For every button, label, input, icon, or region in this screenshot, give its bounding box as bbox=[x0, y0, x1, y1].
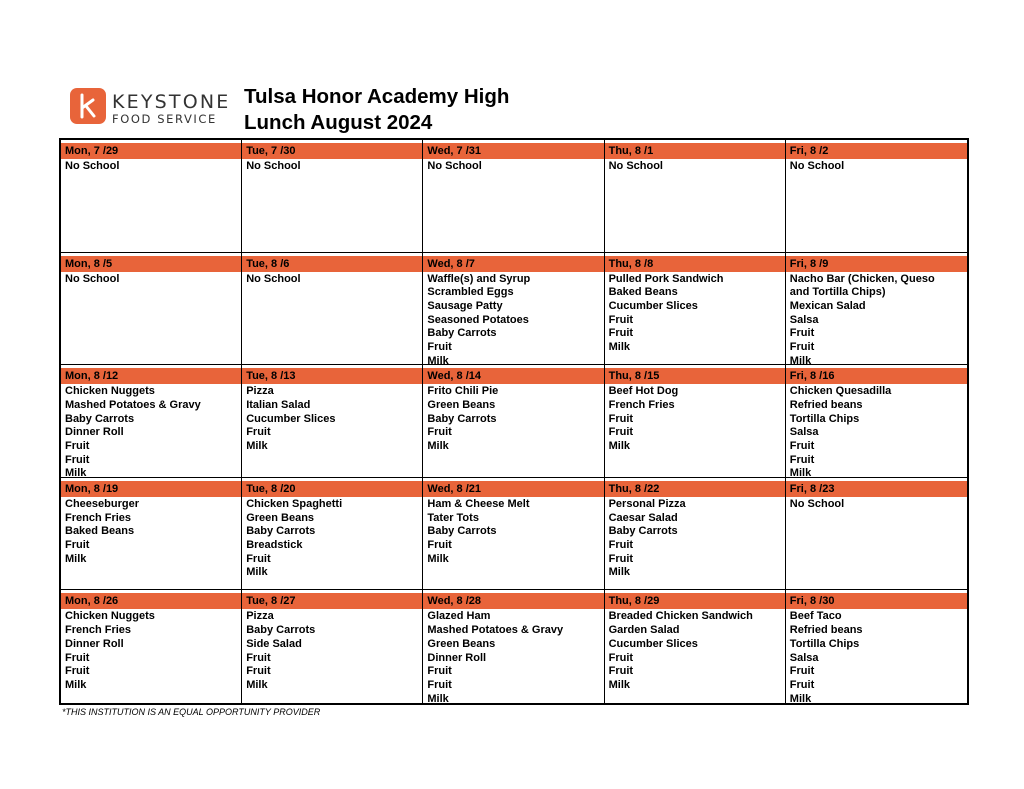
day-cell bbox=[423, 590, 604, 703]
menu-item: Side Salad bbox=[246, 637, 302, 650]
menu-item: No School bbox=[65, 272, 120, 285]
menu-item: No School bbox=[65, 160, 120, 172]
menu-list bbox=[786, 497, 967, 512]
menu-item: Italian Salad bbox=[246, 398, 311, 411]
day-cell bbox=[61, 590, 242, 703]
menu-item: Refried beans bbox=[789, 398, 863, 411]
day-header: Fri, 8 /9 bbox=[786, 256, 967, 272]
menu-item: Fruit bbox=[608, 313, 634, 326]
menu-list bbox=[61, 159, 241, 174]
menu-item: Fruit bbox=[65, 651, 90, 664]
menu-item: Fruit bbox=[789, 665, 815, 678]
menu-item: Green Beans bbox=[427, 398, 496, 411]
menu-item: Fruit bbox=[65, 665, 90, 678]
menu-item: Chicken Spaghetti bbox=[246, 497, 343, 510]
day-cell bbox=[61, 365, 242, 478]
menu-list bbox=[242, 497, 422, 580]
menu-list bbox=[786, 159, 967, 174]
day-cell bbox=[786, 365, 967, 478]
menu-item: Fruit bbox=[246, 426, 271, 439]
menu-item: Personal Pizza bbox=[608, 497, 686, 510]
menu-item: Frito Chili Pie bbox=[427, 385, 499, 398]
menu-list bbox=[605, 384, 785, 454]
menu-item: Dinner Roll bbox=[65, 426, 124, 439]
menu-item: Pizza bbox=[246, 385, 274, 398]
menu-item: Cheeseburger bbox=[65, 497, 139, 510]
day-cell bbox=[423, 478, 604, 591]
day-header: Thu, 8 /22 bbox=[605, 481, 785, 497]
menu-item: Milk bbox=[608, 341, 630, 354]
menu-item: No School bbox=[608, 160, 663, 172]
day-cell bbox=[61, 478, 242, 591]
equal-opportunity-notice: *THIS INSTITUTION IS AN EQUAL OPPORTUNITY PROVIDER bbox=[62, 707, 321, 717]
menu-item: Fruit bbox=[789, 327, 815, 340]
day-header: Thu, 8 /15 bbox=[605, 368, 785, 384]
menu-item: Refried beans bbox=[789, 624, 863, 637]
menu-list bbox=[242, 159, 422, 174]
menu-list bbox=[61, 609, 241, 692]
menu-item: No School bbox=[427, 160, 482, 172]
menu-item: Milk bbox=[427, 440, 449, 452]
menu-list bbox=[605, 609, 785, 692]
day-cell bbox=[242, 365, 423, 478]
day-header: Tue, 8 /27 bbox=[242, 593, 422, 609]
day-cell bbox=[605, 478, 786, 591]
menu-list bbox=[786, 609, 967, 703]
menu-item: French Fries bbox=[65, 511, 132, 524]
menu-item: Fruit bbox=[608, 426, 634, 439]
day-cell bbox=[423, 140, 604, 253]
day-cell bbox=[423, 365, 604, 478]
menu-item: Milk bbox=[246, 678, 268, 691]
menu-list bbox=[423, 384, 603, 454]
menu-list bbox=[605, 497, 785, 580]
menu-item: Beef Hot Dog bbox=[608, 385, 679, 398]
menu-item: Dinner Roll bbox=[65, 637, 124, 650]
menu-item: Tortilla Chips bbox=[789, 412, 860, 425]
menu-item: Fruit bbox=[65, 538, 90, 551]
menu-item: No School bbox=[246, 272, 301, 285]
lunch-calendar bbox=[59, 138, 969, 705]
menu-item: Fruit bbox=[246, 651, 271, 664]
menu-list bbox=[242, 609, 422, 692]
menu-item: Milk bbox=[65, 552, 87, 565]
menu-list bbox=[242, 272, 422, 287]
menu-item: Baby Carrots bbox=[427, 412, 497, 425]
menu-item: Milk bbox=[246, 566, 268, 579]
menu-item: Ham & Cheese Melt bbox=[427, 497, 530, 510]
keystone-k-icon bbox=[70, 88, 106, 124]
menu-item: Waffle(s) and Syrup bbox=[427, 272, 531, 285]
menu-list bbox=[242, 384, 422, 454]
menu-item: Sausage Patty bbox=[427, 300, 503, 312]
day-header: Mon, 8 /19 bbox=[61, 481, 241, 497]
day-header: Fri, 8 /30 bbox=[786, 593, 967, 609]
menu-item: Fruit bbox=[427, 426, 452, 439]
menu-item: Fruit bbox=[246, 665, 271, 678]
menu-list bbox=[61, 497, 241, 567]
menu-list bbox=[423, 609, 603, 703]
day-header: Mon, 8 /5 bbox=[61, 256, 241, 272]
menu-item: Scrambled Eggs bbox=[427, 286, 514, 299]
menu-item: Fruit bbox=[427, 538, 452, 551]
menu-item: French Fries bbox=[65, 624, 132, 637]
menu-item: Chicken Nuggets bbox=[65, 385, 155, 398]
day-cell bbox=[786, 478, 967, 591]
day-cell bbox=[786, 140, 967, 253]
menu-item: Baby Carrots bbox=[246, 624, 316, 637]
menu-item: Glazed Ham bbox=[427, 610, 491, 623]
day-header: Wed, 8 /14 bbox=[423, 368, 603, 384]
menu-item: Salsa bbox=[789, 313, 819, 326]
menu-list bbox=[61, 384, 241, 478]
menu-item: Milk bbox=[427, 552, 449, 565]
menu-item: Fruit bbox=[608, 651, 634, 664]
menu-list bbox=[786, 384, 967, 478]
day-header: Thu, 8 /29 bbox=[605, 593, 785, 609]
day-header: Tue, 8 /13 bbox=[242, 368, 422, 384]
title-month: Lunch August 2024 bbox=[244, 111, 433, 134]
day-header: Fri, 8 /2 bbox=[786, 143, 967, 159]
menu-item: Fruit bbox=[608, 538, 634, 551]
day-header: Fri, 8 /23 bbox=[786, 481, 967, 497]
menu-item: Cucumber Slices bbox=[608, 300, 698, 312]
menu-item: Baby Carrots bbox=[427, 525, 497, 538]
menu-item: Nacho Bar (Chicken, Queso and Tortilla Chips) bbox=[789, 272, 935, 299]
menu-item: Milk bbox=[608, 678, 630, 691]
menu-item: Fruit bbox=[246, 552, 271, 565]
menu-item: Salsa bbox=[789, 426, 819, 439]
menu-list bbox=[605, 159, 785, 174]
menu-list bbox=[786, 272, 967, 366]
menu-item: Baby Carrots bbox=[608, 525, 678, 538]
day-header: Tue, 8 /6 bbox=[242, 256, 422, 272]
menu-item: Garden Salad bbox=[608, 624, 680, 637]
menu-item: Pizza bbox=[246, 610, 274, 623]
day-cell bbox=[242, 253, 423, 366]
menu-item: Milk bbox=[65, 678, 87, 691]
day-header: Wed, 8 /28 bbox=[423, 593, 603, 609]
menu-item: Milk bbox=[427, 692, 449, 703]
day-cell bbox=[242, 140, 423, 253]
menu-item: Milk bbox=[789, 354, 812, 366]
menu-item: Milk bbox=[608, 566, 630, 579]
menu-item: Fruit bbox=[608, 665, 634, 678]
menu-item: Baby Carrots bbox=[65, 412, 135, 425]
menu-item: Baby Carrots bbox=[246, 525, 316, 538]
menu-item: Tater Tots bbox=[427, 511, 479, 524]
menu-item: Green Beans bbox=[246, 511, 315, 524]
menu-item: Milk bbox=[427, 354, 449, 366]
day-header: Mon, 7 /29 bbox=[61, 143, 241, 159]
menu-item: Fruit bbox=[789, 678, 815, 691]
menu-item: Fruit bbox=[608, 552, 634, 565]
menu-item: Fruit bbox=[65, 440, 90, 452]
menu-item: Milk bbox=[608, 440, 630, 452]
menu-item: Fruit bbox=[427, 341, 452, 354]
day-header: Wed, 8 /21 bbox=[423, 481, 603, 497]
menu-item: Milk bbox=[65, 467, 87, 478]
logo-line-1: KEYSTONE bbox=[112, 91, 231, 113]
day-cell bbox=[423, 253, 604, 366]
day-cell bbox=[242, 590, 423, 703]
day-header: Wed, 8 /7 bbox=[423, 256, 603, 272]
menu-item: Fruit bbox=[608, 327, 634, 340]
day-header: Tue, 8 /20 bbox=[242, 481, 422, 497]
page-title bbox=[244, 84, 509, 136]
day-cell bbox=[605, 140, 786, 253]
menu-list bbox=[423, 159, 603, 174]
menu-item: Breaded Chicken Sandwich bbox=[608, 610, 753, 623]
menu-item: Salsa bbox=[789, 651, 819, 664]
menu-item: Tortilla Chips bbox=[789, 637, 860, 650]
menu-item: Pulled Pork Sandwich bbox=[608, 272, 724, 285]
menu-item: Seasoned Potatoes bbox=[427, 313, 529, 326]
menu-item: Beef Taco bbox=[789, 610, 842, 623]
logo-line-2: FOOD SERVICE bbox=[112, 112, 217, 126]
menu-item: Baked Beans bbox=[608, 286, 678, 299]
menu-list bbox=[605, 272, 785, 355]
menu-item: Chicken Quesadilla bbox=[789, 385, 892, 398]
day-header: Thu, 8 /1 bbox=[605, 143, 785, 159]
day-header: Mon, 8 /26 bbox=[61, 593, 241, 609]
menu-item: Milk bbox=[246, 440, 268, 452]
menu-list bbox=[423, 497, 603, 567]
menu-item: Caesar Salad bbox=[608, 511, 678, 524]
day-cell bbox=[786, 253, 967, 366]
day-header: Fri, 8 /16 bbox=[786, 368, 967, 384]
menu-item: Mashed Potatoes & Gravy bbox=[427, 624, 564, 637]
day-header: Mon, 8 /12 bbox=[61, 368, 241, 384]
menu-item: French Fries bbox=[608, 398, 675, 411]
keystone-logo bbox=[70, 88, 230, 133]
menu-item: Milk bbox=[789, 692, 812, 703]
menu-item: Mexican Salad bbox=[789, 300, 866, 312]
menu-item: Green Beans bbox=[427, 637, 496, 650]
day-cell bbox=[61, 140, 242, 253]
day-header: Thu, 8 /8 bbox=[605, 256, 785, 272]
day-cell bbox=[61, 253, 242, 366]
menu-item: Cucumber Slices bbox=[608, 637, 698, 650]
menu-item: Fruit bbox=[65, 453, 90, 466]
menu-item: Fruit bbox=[427, 678, 452, 691]
title-school: Tulsa Honor Academy High bbox=[244, 85, 510, 108]
menu-item: Chicken Nuggets bbox=[65, 610, 155, 623]
menu-list bbox=[423, 272, 603, 366]
day-header: Tue, 7 /30 bbox=[242, 143, 422, 159]
menu-list bbox=[61, 272, 241, 287]
day-cell bbox=[605, 365, 786, 478]
menu-item: No School bbox=[789, 160, 845, 172]
menu-item: Fruit bbox=[789, 453, 815, 466]
menu-item: Fruit bbox=[427, 665, 452, 678]
menu-item: Fruit bbox=[789, 341, 815, 354]
menu-item: Fruit bbox=[608, 412, 634, 425]
menu-item: Dinner Roll bbox=[427, 651, 487, 664]
menu-item: Baby Carrots bbox=[427, 327, 497, 340]
day-cell bbox=[605, 253, 786, 366]
menu-item: Mashed Potatoes & Gravy bbox=[65, 398, 201, 411]
day-cell bbox=[786, 590, 967, 703]
menu-item: Baked Beans bbox=[65, 525, 135, 538]
menu-item: Breadstick bbox=[246, 538, 303, 551]
day-cell bbox=[242, 478, 423, 591]
menu-item: Fruit bbox=[789, 440, 815, 452]
menu-item: No School bbox=[246, 160, 301, 172]
menu-item: Cucumber Slices bbox=[246, 412, 336, 425]
day-cell bbox=[605, 590, 786, 703]
day-header: Wed, 7 /31 bbox=[423, 143, 603, 159]
menu-item: No School bbox=[789, 497, 845, 510]
menu-item: Milk bbox=[789, 467, 812, 478]
